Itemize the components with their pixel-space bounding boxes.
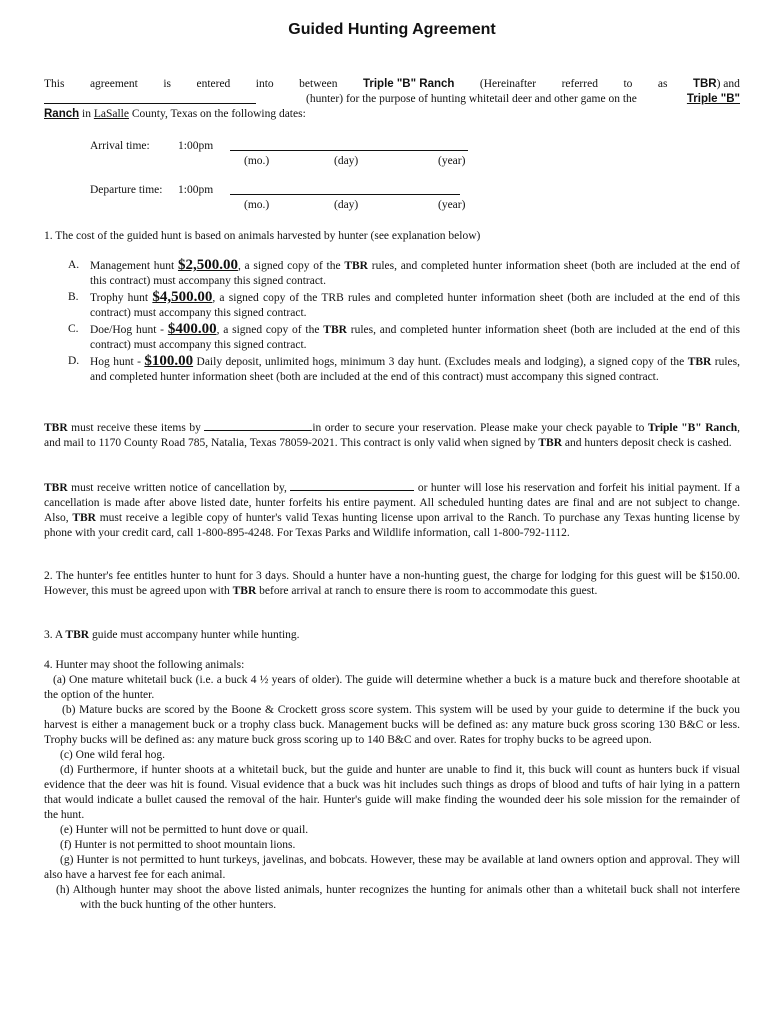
section-4-heading: 4. Hunter may shoot the following animals:: [44, 659, 245, 671]
clause-e: (e) Hunter will not be permitted to hunt dove or quail.: [60, 824, 309, 836]
list-item: D. Hog hunt - $100.00 Daily deposit, unlimited hogs, minimum 3 day hunt. (Excludes meals and lodging), a signed copy of the TBR rules, and completed hunter information sheet (both are included at the end of this contract) must accompany this signed contract.: [68, 353, 741, 383]
cancellation-deadline-blank[interactable]: [290, 479, 414, 491]
cancellation-paragraph: TBR must receive written notice of cancellation by, or hunter will lose his reservation and forfeit his initial payment. If a cancellation is made after above listed date, hunter forfeits his entire payment. All scheduled hunting dates are final and are not subject to change. Also, TBR must receive a legible copy of hunter's valid Texas hunting license upon arrival to the Ranch. To purchase any Texas hunting license by phone with your credit card, call 1-800-895-4248. For Texas Parks and Wildlife information, call 1-800-792-1112.: [44, 479, 740, 541]
hunter-name-blank[interactable]: [44, 92, 256, 104]
departure-date-blank[interactable]: [230, 194, 460, 195]
clause-a: (a) One mature whitetail buck (i.e. a buck 4 ½ years of older). The guide will determine whether a buck is a mature buck and therefore shootable at the option of the hunter.: [44, 674, 740, 701]
arrival-date-blank[interactable]: [230, 150, 468, 151]
hog-price: $100.00: [144, 353, 194, 369]
intro-line-3: Ranch in LaSalle County, Texas on the following dates:: [44, 108, 306, 120]
departure-time: 1:00pm: [178, 184, 214, 196]
departure-block: Departure time: 1:00pm (mo.) (day) (year): [90, 184, 466, 211]
section-3-paragraph: 3. A TBR guide must accompany hunter while hunting.: [44, 629, 300, 641]
hunt-price-list: [44, 258, 740, 386]
clause-d: (d) Furthermore, if hunter shoots at a whitetail buck, but the guide and hunter are unable to find it, this buck will count as hunters buck if visual evidence that the deer was hit is found. Visual evidence that a buck was hit includes such things as drops of blood and tufts of hair lying in a pattern that would indicate a bullet caused the removal of the hair. Hunter's guide will make finding the wounded deer his sole mission for the remainder of the hunt.: [44, 764, 740, 821]
document-title: Guided Hunting Agreement: [288, 21, 496, 38]
clause-f: (f) Hunter is not permitted to shoot mountain lions.: [60, 839, 296, 851]
management-price: $2,500.00: [177, 257, 238, 273]
clause-c: (c) One wild feral hog.: [60, 749, 166, 761]
clause-g: (g) Hunter is not permitted to hunt turkeys, javelinas, and bobcats. However, these may be available at land owners option and approval. They will also have a harvest fee for each animal.: [44, 854, 740, 881]
arrival-time: 1:00pm: [178, 140, 214, 152]
arrival-block: Arrival time: 1:00pm (mo.) (day) (year): [90, 139, 530, 169]
section-4: [44, 658, 740, 913]
clause-b: (b) Mature bucks are scored by the Boone & Crockett gross score system. This system will be used by your guide to determine if the buck you harvest is either a management buck or a trophy class buck. Management bucks will be defined as: any mature buck gross scoring 130 B&C or less. Trophy bucks will be defined as: any mature buck gross scoring up to 140 B&C and over. Rates for trophy bucks to be agreed upon.: [44, 704, 740, 746]
trophy-price: $4,500.00: [152, 289, 213, 305]
intro-paragraph: [44, 77, 740, 122]
reservation-deadline-blank[interactable]: [204, 419, 312, 431]
list-item: B. Trophy hunt $4,500.00, a signed copy of the TRB rules and completed hunter information sheet (both are included at the end of this contract) must accompany this signed contract.: [68, 289, 740, 319]
ranch-name: Triple "B" Ranch: [362, 78, 455, 90]
section-2-paragraph: 2. The hunter's fee entitles hunter to hunt for 3 days. Should a hunter have a non-hunting guest, the charge for lodging for this guest will be $150.00. However, this must be agreed upon with TBR before arrival at ranch to ensure there is room to accommodate this guest.: [44, 570, 740, 597]
intro-line-1: This agreement is entered into between Triple "B" Ranch (Hereinafter referred to as TBR) and: [44, 78, 740, 90]
departure-label: Departure time:: [90, 184, 163, 196]
section-1-heading: 1. The cost of the guided hunt is based on animals harvested by hunter (see explanation below): [44, 230, 481, 242]
clause-h: (h) Although hunter may shoot the above listed animals, hunter recognizes the hunting for animals other than a whitetail buck shall not interfere with the buck hunting of the other hunters.: [56, 884, 740, 911]
list-item: A. Management hunt $2,500.00, a signed copy of the TBR rules, and completed hunter information sheet (both are included at the end of this contract) must accompany this signed contract.: [68, 257, 740, 287]
doe-hog-price: $400.00: [167, 321, 217, 337]
reservation-paragraph: TBR must receive these items by in order to secure your reservation. Please make your check payable to Triple "B" Ranch, and mail to 1170 County Road 785, Natalia, Texas 78059-2021. This contract is only valid when signed by TBR and hunters deposit check is cashed.: [44, 419, 740, 451]
arrival-label: Arrival time:: [90, 140, 150, 152]
list-item: C. Doe/Hog hunt - $400.00, a signed copy of the TBR rules, and completed hunter information sheet (both are included at the end of this contract) must accompany this signed contract.: [68, 321, 741, 351]
intro-line-2: (hunter) for the purpose of hunting whitetail deer and other game on the Triple "B": [44, 92, 740, 107]
